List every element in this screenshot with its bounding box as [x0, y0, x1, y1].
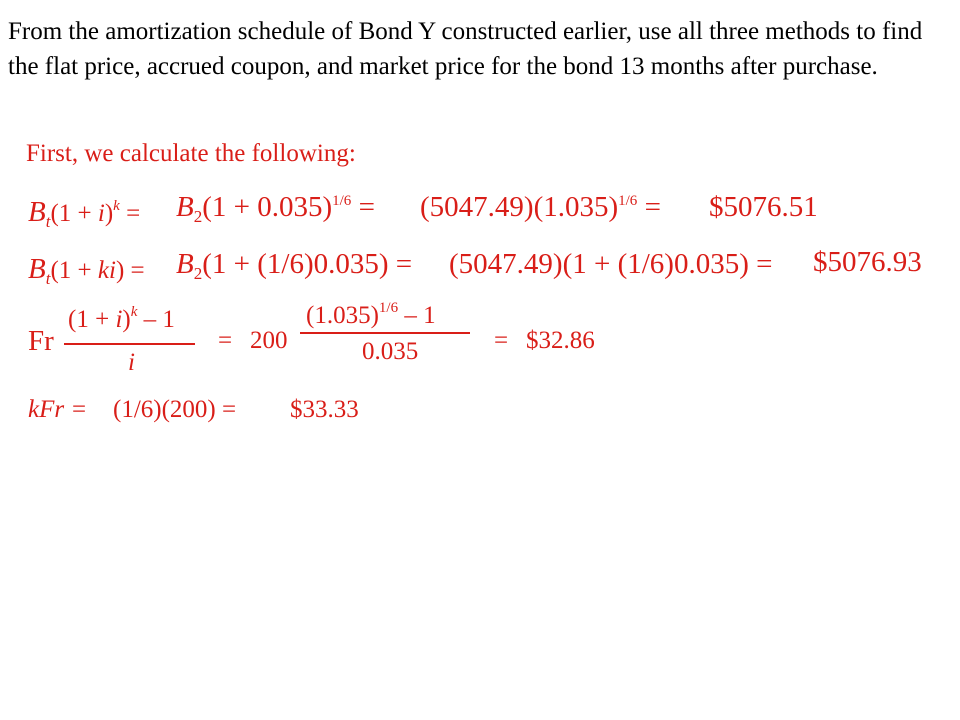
- fraction1-denominator: i: [128, 349, 135, 376]
- fraction1-bar: [64, 343, 195, 345]
- solution-intro: First, we calculate the following:: [26, 140, 356, 167]
- line2-step2: (5047.49)(1 + (1/6)0.035) =: [449, 248, 773, 280]
- line1-lhs: $B_t(1 + i)^k$ =: [28, 196, 141, 231]
- line3-coefficient: 200: [250, 327, 288, 354]
- fraction2-bar: [300, 332, 470, 334]
- problem-statement: From the amortization schedule of Bond Y constructed earlier, use all three methods to find the flat price, accrued coupon, and market price for the bond 13 months after purchase.: [8, 18, 923, 80]
- fraction1-numerator: $(1 + i)^k - 1$: [68, 304, 175, 333]
- line1-step2: $(5047.49)(1.035)^{1/6}$ =: [420, 191, 661, 223]
- line1-step1: $B_2(1 + 0.035)^{1/6}$ =: [176, 191, 375, 226]
- line4-lhs: kFr =: [28, 396, 88, 423]
- line3-equals-1: =: [218, 327, 233, 354]
- line1-result: $5076.51: [709, 191, 818, 223]
- line4-step: (1/6)(200) =: [113, 396, 237, 423]
- line2-step1: $B_2(1 + (1/6)0.035)$ =: [176, 248, 413, 283]
- fraction2-denominator: 0.035: [362, 338, 419, 365]
- fraction2-numerator: $(1.035)^{1/6} - 1$: [306, 300, 436, 329]
- line2-lhs: $B_t(1 + ki)$ =: [28, 253, 145, 288]
- line3-result: $32.86: [526, 327, 595, 354]
- line3-equals-2: =: [494, 327, 509, 354]
- line4-result: $33.33: [290, 396, 359, 423]
- line2-result: $5076.93: [813, 246, 922, 278]
- line3-lhs: Fr: [28, 325, 54, 357]
